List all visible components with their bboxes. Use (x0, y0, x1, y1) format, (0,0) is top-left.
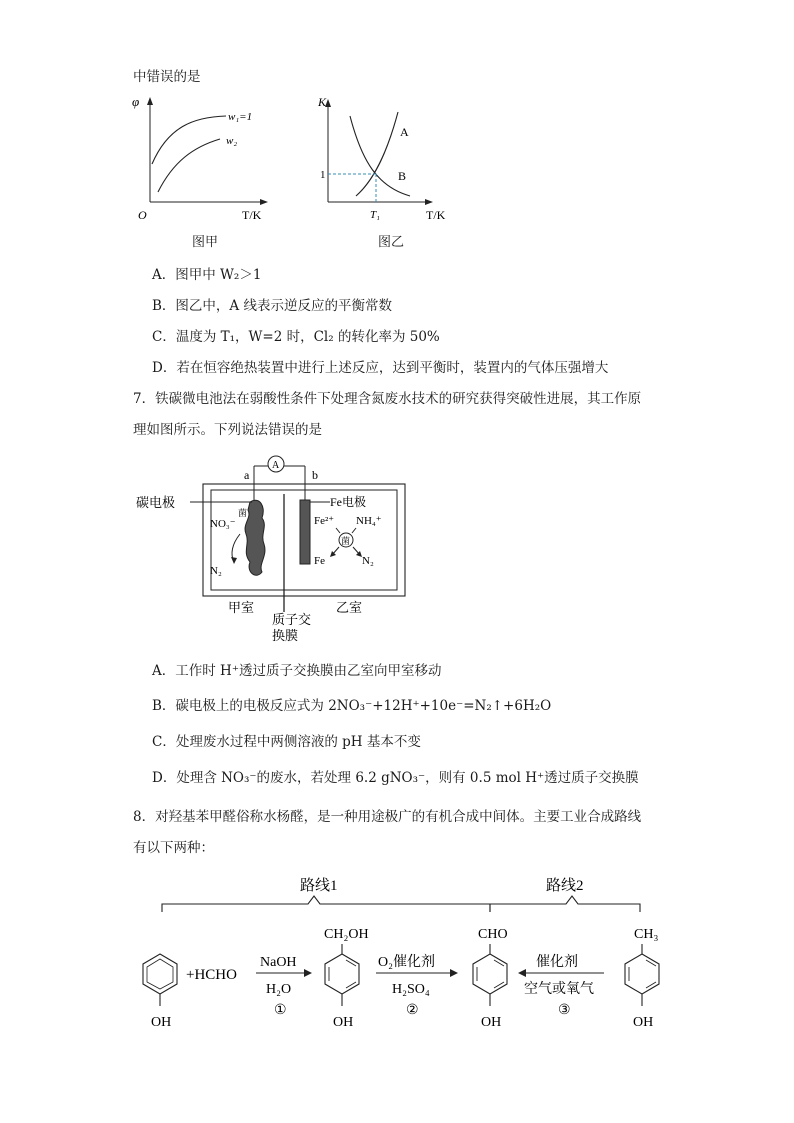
graph-yi (310, 92, 460, 227)
q7-option-b: B．碳电极上的电极反应式为 2NO₃⁻+12H⁺+10e⁻=N₂↑+6H₂O (152, 698, 552, 714)
electrolysis-cell-diagram (130, 452, 420, 647)
step1-number: ① (274, 1003, 287, 1018)
membrane-label-line2: 换膜 (272, 628, 299, 643)
nitrate-label: NO₃⁻ (210, 518, 236, 530)
route1-label: 路线1 (300, 878, 338, 894)
q7-option-c: C．处理废水过程中两侧溶液的 pH 基本不变 (152, 734, 421, 750)
step2-number: ② (406, 1003, 419, 1018)
q6-option-d: D．若在恒容绝热装置中进行上述反应，达到平衡时，装置内的气体压强增大 (152, 360, 609, 376)
route2-label: 路线2 (546, 878, 584, 894)
graph-yi-tick-x: T₁ (370, 209, 380, 221)
graph-yi-ylabel: K (318, 95, 327, 109)
ch3-label: CH₃ (634, 927, 659, 942)
cresol-oh-label: OH (633, 1015, 654, 1030)
graph-yi-xlabel: T/K (426, 208, 446, 222)
q6-option-a: A．图甲中 W₂＞1 (152, 267, 262, 283)
q8-stem-line2: 有以下两种： (133, 840, 214, 856)
step1-reagent-bottom: H₂O (266, 982, 292, 997)
chamber-right-label: 乙室 (336, 600, 363, 615)
graph-jia-caption: 图甲 (192, 235, 219, 250)
q6-option-c: C．温度为 T₁，W=2 时，Cl₂ 的转化率为 50% (152, 329, 440, 345)
q7-option-a: A．工作时 H⁺透过质子交换膜由乙室向甲室移动 (152, 663, 442, 679)
intermediate-oh-label: OH (333, 1015, 354, 1030)
graph-jia-curve2-label: w₂ (226, 135, 238, 147)
wire-label-a: a (244, 468, 250, 482)
graph-yi-caption: 图乙 (378, 235, 405, 250)
ch2oh-label: CH₂OH (324, 927, 369, 942)
question-intro-tail: 中错误的是 (133, 69, 201, 85)
graph-jia (128, 92, 288, 227)
graph-jia-xlabel: T/K (242, 208, 262, 222)
wire-label-b: b (312, 468, 318, 482)
fe-label: Fe (314, 555, 325, 567)
q7-stem-line1: 7．铁碳微电池法在弱酸性条件下处理含氮废水技术的研究获得突破性进展，其工作原 (133, 391, 642, 407)
graph-jia-curve1-label: w₁=1 (228, 111, 253, 123)
membrane-label-line1: 质子交 (272, 612, 312, 627)
ammeter-label: A (272, 460, 280, 471)
synthesis-route-diagram (128, 868, 673, 1038)
q6-option-b: B．图乙中，A 线表示逆反应的平衡常数 (152, 298, 392, 314)
step2-reagent-top: O₂催化剂 (378, 955, 435, 970)
graph-yi-curve-b: B (398, 169, 407, 183)
graph-jia-origin: O (138, 208, 147, 222)
step2-reagent-bottom: H₂SO₄ (392, 982, 430, 997)
fe-electrode-label: Fe电极 (330, 495, 367, 509)
q7-stem-line2: 理如图所示。下列说法错误的是 (133, 422, 322, 438)
phenol-oh-label: OH (151, 1015, 172, 1030)
fe2-label: Fe²⁺ (314, 515, 335, 527)
graph-jia-ylabel: φ (132, 94, 140, 109)
cho-label: CHO (478, 927, 508, 942)
product-oh-label: OH (481, 1015, 502, 1030)
bacteria-left-label: 菌 (238, 508, 248, 518)
step3-reagent-top: 催化剂 (536, 955, 578, 970)
step1-reagent-top: NaOH (260, 955, 297, 970)
chamber-left-label: 甲室 (228, 600, 255, 615)
bacteria-right-label: 菌 (341, 536, 351, 546)
q8-stem-line1: 8．对羟基苯甲醛俗称水杨醛，是一种用途极广的有机合成中间体。主要工业合成路线 (133, 809, 642, 825)
carbon-electrode-label: 碳电极 (136, 495, 176, 510)
reagent-hcho: +HCHO (186, 967, 237, 983)
ammonium-label: NH₄⁺ (356, 515, 382, 527)
step3-reagent-bottom: 空气或氧气 (524, 982, 594, 997)
q7-option-d: D．处理含 NO₃⁻的废水，若处理 6.2 gNO₃⁻，则有 0.5 mol H⁺透过质子交换膜 (152, 770, 639, 786)
graph-yi-curve-a: A (400, 125, 409, 139)
graph-yi-tick-y: 1 (320, 169, 326, 181)
n2-left-label: N₂ (210, 565, 222, 577)
n2-right-label: N₂ (362, 555, 374, 567)
step3-number: ③ (558, 1003, 571, 1018)
